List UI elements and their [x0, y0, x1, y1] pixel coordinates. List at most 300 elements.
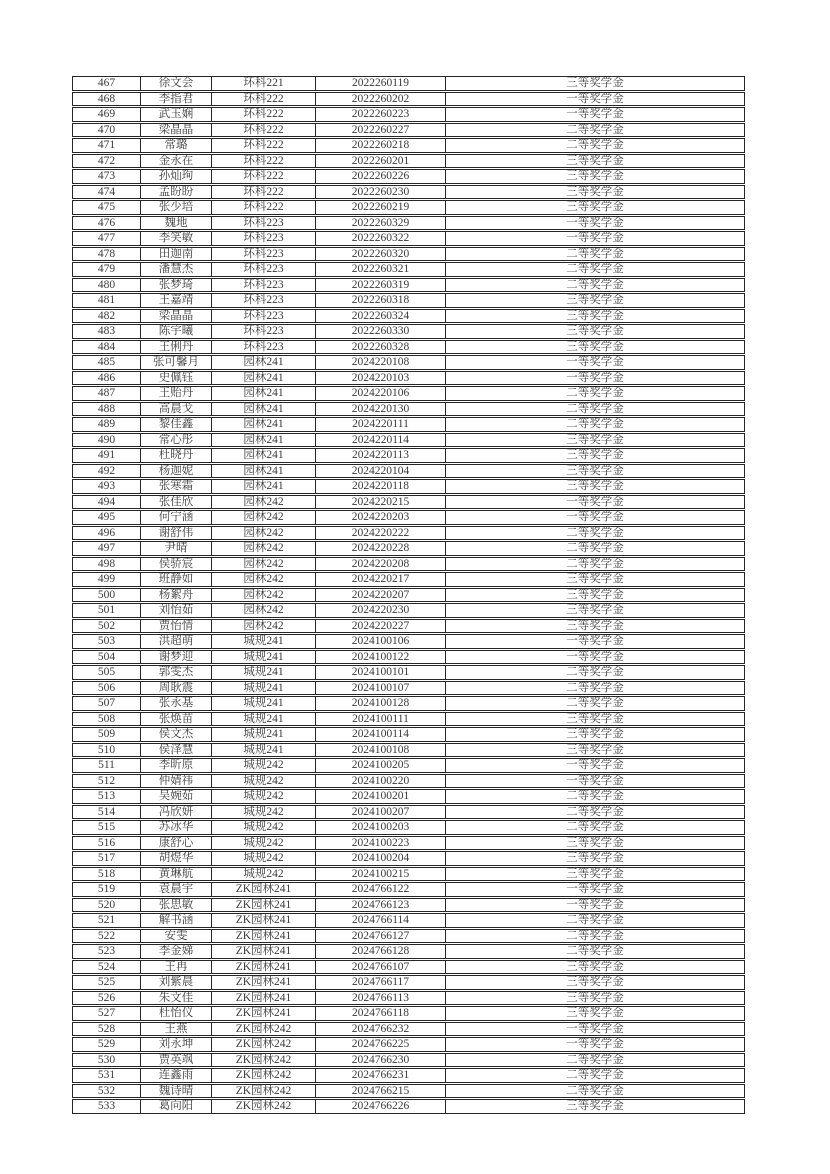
cell-scholarship-level: 一等奖学金: [445, 92, 745, 107]
cell-student-name: 王冉: [140, 960, 211, 975]
table-row: [72, 1084, 745, 1099]
cell-student-name: 武玉娴: [140, 107, 211, 122]
cell-scholarship-level: 三等奖学金: [445, 1006, 745, 1021]
cell-row-number: 477: [72, 231, 140, 246]
cell-row-number: 486: [72, 371, 140, 386]
table-row: [72, 944, 745, 959]
cell-row-number: 468: [72, 92, 140, 107]
table-row: [72, 185, 745, 200]
cell-student-name: 黄琳航: [140, 867, 211, 882]
cell-scholarship-level: 三等奖学金: [445, 588, 745, 603]
table-row: [72, 820, 745, 835]
cell-student-id: 2022260322: [315, 231, 445, 246]
cell-scholarship-level: 二等奖学金: [445, 386, 745, 401]
cell-student-id: 2022260328: [315, 340, 445, 355]
cell-student-id: 2024766113: [315, 991, 445, 1006]
cell-student-id: 2024100204: [315, 851, 445, 866]
cell-class-name: ZK园林241: [211, 882, 315, 897]
cell-student-id: 2024100223: [315, 836, 445, 851]
cell-row-number: 517: [72, 851, 140, 866]
cell-student-name: 王嘉靖: [140, 293, 211, 308]
cell-row-number: 511: [72, 758, 140, 773]
cell-row-number: 531: [72, 1068, 140, 1083]
table-row: [72, 293, 745, 308]
table-row: [72, 309, 745, 324]
cell-scholarship-level: 一等奖学金: [445, 355, 745, 370]
cell-row-number: 475: [72, 200, 140, 215]
table-row: [72, 402, 745, 417]
cell-row-number: 497: [72, 541, 140, 556]
cell-row-number: 521: [72, 913, 140, 928]
cell-scholarship-level: 三等奖学金: [445, 433, 745, 448]
cell-student-name: 侯文杰: [140, 727, 211, 742]
cell-row-number: 491: [72, 448, 140, 463]
cell-row-number: 478: [72, 247, 140, 262]
cell-row-number: 479: [72, 262, 140, 277]
table-row: [72, 960, 745, 975]
cell-class-name: 城规242: [211, 820, 315, 835]
cell-scholarship-level: 二等奖学金: [445, 1053, 745, 1068]
cell-scholarship-level: 一等奖学金: [445, 495, 745, 510]
table-row: [72, 727, 745, 742]
cell-scholarship-level: 二等奖学金: [445, 820, 745, 835]
cell-student-id: 2024220113: [315, 448, 445, 463]
table-row: [72, 681, 745, 696]
cell-student-id: 2022260223: [315, 107, 445, 122]
cell-scholarship-level: 三等奖学金: [445, 169, 745, 184]
cell-student-name: 张永基: [140, 696, 211, 711]
cell-student-name: 张梦琦: [140, 278, 211, 293]
table-row: [72, 774, 745, 789]
cell-student-name: 王俐丹: [140, 340, 211, 355]
cell-student-name: 班静如: [140, 572, 211, 587]
cell-student-name: 谢舒伟: [140, 526, 211, 541]
cell-scholarship-level: 二等奖学金: [445, 681, 745, 696]
cell-student-id: 2022260321: [315, 262, 445, 277]
cell-student-id: 2024100114: [315, 727, 445, 742]
cell-scholarship-level: 三等奖学金: [445, 154, 745, 169]
cell-student-name: 袁晨宇: [140, 882, 211, 897]
cell-student-name: 李指君: [140, 92, 211, 107]
table-row: [72, 526, 745, 541]
cell-row-number: 505: [72, 665, 140, 680]
cell-scholarship-level: 二等奖学金: [445, 541, 745, 556]
table-row: [72, 200, 745, 215]
cell-student-name: 潘慧杰: [140, 262, 211, 277]
cell-student-id: 2024220228: [315, 541, 445, 556]
cell-student-id: 2024220103: [315, 371, 445, 386]
cell-row-number: 525: [72, 975, 140, 990]
cell-class-name: 环科222: [211, 138, 315, 153]
cell-row-number: 470: [72, 123, 140, 138]
cell-class-name: 环科222: [211, 123, 315, 138]
cell-scholarship-level: 一等奖学金: [445, 231, 745, 246]
cell-row-number: 510: [72, 743, 140, 758]
cell-row-number: 483: [72, 324, 140, 339]
cell-student-name: 康舒心: [140, 836, 211, 851]
cell-row-number: 522: [72, 929, 140, 944]
cell-student-id: 2024766107: [315, 960, 445, 975]
cell-scholarship-level: 三等奖学金: [445, 572, 745, 587]
cell-student-id: 2024766232: [315, 1022, 445, 1037]
cell-student-id: 2024766127: [315, 929, 445, 944]
cell-student-name: 贾英飒: [140, 1053, 211, 1068]
cell-student-id: 2022260218: [315, 138, 445, 153]
cell-student-id: 2024100101: [315, 665, 445, 680]
cell-scholarship-level: 二等奖学金: [445, 402, 745, 417]
cell-row-number: 493: [72, 479, 140, 494]
cell-class-name: 园林242: [211, 603, 315, 618]
cell-row-number: 512: [72, 774, 140, 789]
cell-row-number: 489: [72, 417, 140, 432]
cell-row-number: 516: [72, 836, 140, 851]
cell-student-name: 张可馨月: [140, 355, 211, 370]
cell-student-id: 2022260320: [315, 247, 445, 262]
cell-student-id: 2024220217: [315, 572, 445, 587]
cell-class-name: 环科221: [211, 76, 315, 91]
cell-row-number: 526: [72, 991, 140, 1006]
cell-student-name: 谢梦迎: [140, 650, 211, 665]
cell-class-name: 环科223: [211, 324, 315, 339]
cell-student-name: 王贻丹: [140, 386, 211, 401]
cell-row-number: 503: [72, 634, 140, 649]
cell-student-name: 杜怡仪: [140, 1006, 211, 1021]
table-row: [72, 1037, 745, 1052]
cell-class-name: 城规241: [211, 681, 315, 696]
cell-student-name: 徐文会: [140, 76, 211, 91]
cell-class-name: 园林241: [211, 448, 315, 463]
cell-scholarship-level: 一等奖学金: [445, 774, 745, 789]
cell-student-name: 金永在: [140, 154, 211, 169]
cell-student-name: 张焕苗: [140, 712, 211, 727]
cell-student-id: 2022260319: [315, 278, 445, 293]
cell-class-name: ZK园林241: [211, 913, 315, 928]
table-row: [72, 464, 745, 479]
cell-scholarship-level: 三等奖学金: [445, 836, 745, 851]
cell-scholarship-level: 二等奖学金: [445, 929, 745, 944]
cell-student-name: 何宁涵: [140, 510, 211, 525]
cell-scholarship-level: 三等奖学金: [445, 479, 745, 494]
table-row: [72, 913, 745, 928]
table-row: [72, 154, 745, 169]
cell-row-number: 481: [72, 293, 140, 308]
cell-row-number: 502: [72, 619, 140, 634]
cell-class-name: ZK园林242: [211, 1084, 315, 1099]
cell-class-name: 城规241: [211, 665, 315, 680]
cell-scholarship-level: 二等奖学金: [445, 417, 745, 432]
cell-student-name: 郭雯杰: [140, 665, 211, 680]
cell-row-number: 527: [72, 1006, 140, 1021]
cell-student-name: 张佳欣: [140, 495, 211, 510]
table-row: [72, 340, 745, 355]
cell-student-id: 2024220111: [315, 417, 445, 432]
cell-scholarship-level: 三等奖学金: [445, 851, 745, 866]
cell-student-name: 解书涵: [140, 913, 211, 928]
cell-class-name: 环科223: [211, 293, 315, 308]
cell-student-id: 2024766128: [315, 944, 445, 959]
cell-student-name: 刘永坤: [140, 1037, 211, 1052]
table-row: [72, 991, 745, 1006]
cell-student-id: 2024220114: [315, 433, 445, 448]
cell-row-number: 515: [72, 820, 140, 835]
cell-scholarship-level: 一等奖学金: [445, 650, 745, 665]
cell-scholarship-level: 二等奖学金: [445, 665, 745, 680]
cell-student-name: 梁晶晶: [140, 123, 211, 138]
cell-student-id: 2024220230: [315, 603, 445, 618]
cell-student-id: 2022260219: [315, 200, 445, 215]
cell-student-id: 2024100108: [315, 743, 445, 758]
cell-row-number: 488: [72, 402, 140, 417]
cell-scholarship-level: 二等奖学金: [445, 123, 745, 138]
cell-student-name: 杨絮舟: [140, 588, 211, 603]
table-row: [72, 929, 745, 944]
cell-row-number: 484: [72, 340, 140, 355]
cell-student-name: 孟盼盼: [140, 185, 211, 200]
cell-class-name: 园林241: [211, 386, 315, 401]
cell-scholarship-level: 二等奖学金: [445, 944, 745, 959]
cell-class-name: 园林241: [211, 355, 315, 370]
cell-class-name: ZK园林242: [211, 1068, 315, 1083]
cell-row-number: 504: [72, 650, 140, 665]
table-row: [72, 758, 745, 773]
table-row: [72, 247, 745, 262]
cell-class-name: 环科223: [211, 278, 315, 293]
cell-student-id: 2024220130: [315, 402, 445, 417]
table-row: [72, 557, 745, 572]
cell-class-name: ZK园林241: [211, 991, 315, 1006]
cell-class-name: ZK园林241: [211, 929, 315, 944]
cell-student-id: 2024766114: [315, 913, 445, 928]
table-row: [72, 805, 745, 820]
cell-row-number: 496: [72, 526, 140, 541]
cell-student-name: 刘紫晨: [140, 975, 211, 990]
cell-scholarship-level: 一等奖学金: [445, 898, 745, 913]
cell-student-id: 2022260329: [315, 216, 445, 231]
table-row: [72, 433, 745, 448]
cell-row-number: 474: [72, 185, 140, 200]
cell-scholarship-level: 一等奖学金: [445, 1037, 745, 1052]
cell-scholarship-level: 二等奖学金: [445, 1084, 745, 1099]
cell-class-name: 园林241: [211, 371, 315, 386]
cell-student-name: 田迦南: [140, 247, 211, 262]
cell-student-name: 贾怡情: [140, 619, 211, 634]
cell-class-name: 城规242: [211, 789, 315, 804]
cell-scholarship-level: 一等奖学金: [445, 510, 745, 525]
cell-scholarship-level: 三等奖学金: [445, 727, 745, 742]
cell-class-name: 环科222: [211, 169, 315, 184]
cell-student-name: 李昕原: [140, 758, 211, 773]
cell-row-number: 523: [72, 944, 140, 959]
cell-row-number: 520: [72, 898, 140, 913]
cell-scholarship-level: 三等奖学金: [445, 76, 745, 91]
table-row: [72, 743, 745, 758]
table-row: [72, 634, 745, 649]
table-row: [72, 1068, 745, 1083]
cell-student-id: 2024766118: [315, 1006, 445, 1021]
table-row: [72, 278, 745, 293]
cell-student-id: 2024220104: [315, 464, 445, 479]
table-row: [72, 262, 745, 277]
cell-class-name: 环科223: [211, 262, 315, 277]
cell-scholarship-level: 三等奖学金: [445, 324, 745, 339]
cell-scholarship-level: 三等奖学金: [445, 464, 745, 479]
cell-row-number: 476: [72, 216, 140, 231]
table-row: [72, 123, 745, 138]
table-row: [72, 216, 745, 231]
table-row: [72, 324, 745, 339]
cell-student-name: 侯泽慧: [140, 743, 211, 758]
cell-class-name: 园林242: [211, 572, 315, 587]
cell-student-id: 2022260226: [315, 169, 445, 184]
table-row: [72, 712, 745, 727]
cell-class-name: 城规241: [211, 743, 315, 758]
cell-class-name: 环科222: [211, 200, 315, 215]
table-row: [72, 541, 745, 556]
cell-student-id: 2024220215: [315, 495, 445, 510]
table-row: [72, 572, 745, 587]
table-row: [72, 696, 745, 711]
cell-scholarship-level: 三等奖学金: [445, 867, 745, 882]
table-row: [72, 1099, 745, 1114]
cell-student-name: 梁晶晶: [140, 309, 211, 324]
cell-class-name: 城规241: [211, 634, 315, 649]
cell-student-name: 史佩钰: [140, 371, 211, 386]
cell-scholarship-level: 二等奖学金: [445, 789, 745, 804]
cell-scholarship-level: 一等奖学金: [445, 758, 745, 773]
cell-student-id: 2024100107: [315, 681, 445, 696]
cell-row-number: 514: [72, 805, 140, 820]
cell-class-name: 环科222: [211, 185, 315, 200]
cell-class-name: 环科222: [211, 92, 315, 107]
cell-row-number: 495: [72, 510, 140, 525]
cell-class-name: 园林241: [211, 433, 315, 448]
cell-row-number: 500: [72, 588, 140, 603]
table-row: [72, 867, 745, 882]
cell-student-id: 2022260330: [315, 324, 445, 339]
cell-student-id: 2024766230: [315, 1053, 445, 1068]
table-row: [72, 789, 745, 804]
cell-student-id: 2024100122: [315, 650, 445, 665]
cell-class-name: ZK园林242: [211, 1053, 315, 1068]
cell-student-id: 2024100220: [315, 774, 445, 789]
cell-student-id: 2024100201: [315, 789, 445, 804]
table-row: [72, 495, 745, 510]
cell-class-name: 城规241: [211, 712, 315, 727]
cell-scholarship-level: 一等奖学金: [445, 634, 745, 649]
cell-row-number: 532: [72, 1084, 140, 1099]
cell-class-name: 城规242: [211, 867, 315, 882]
table-row: [72, 588, 745, 603]
cell-scholarship-level: 二等奖学金: [445, 247, 745, 262]
cell-scholarship-level: 二等奖学金: [445, 526, 745, 541]
table-row: [72, 386, 745, 401]
cell-class-name: 城规241: [211, 696, 315, 711]
cell-student-id: 2024766215: [315, 1084, 445, 1099]
cell-class-name: ZK园林242: [211, 1037, 315, 1052]
cell-student-name: 王燕: [140, 1022, 211, 1037]
cell-student-name: 张思敏: [140, 898, 211, 913]
cell-row-number: 473: [72, 169, 140, 184]
cell-student-name: 朱文佳: [140, 991, 211, 1006]
table-row: [72, 138, 745, 153]
cell-scholarship-level: 三等奖学金: [445, 448, 745, 463]
cell-student-id: 2022260318: [315, 293, 445, 308]
cell-scholarship-level: 三等奖学金: [445, 603, 745, 618]
table-row: [72, 1022, 745, 1037]
cell-class-name: ZK园林241: [211, 975, 315, 990]
cell-row-number: 518: [72, 867, 140, 882]
cell-class-name: 园林241: [211, 417, 315, 432]
cell-scholarship-level: 二等奖学金: [445, 138, 745, 153]
cell-class-name: 园林241: [211, 464, 315, 479]
cell-student-name: 侯骄宸: [140, 557, 211, 572]
cell-class-name: 园林242: [211, 495, 315, 510]
cell-student-id: 2024220227: [315, 619, 445, 634]
cell-student-id: 2022260227: [315, 123, 445, 138]
table-row: [72, 169, 745, 184]
cell-class-name: 城规242: [211, 758, 315, 773]
cell-student-id: 2024766231: [315, 1068, 445, 1083]
table-row: [72, 665, 745, 680]
cell-scholarship-level: 一等奖学金: [445, 216, 745, 231]
cell-scholarship-level: 一等奖学金: [445, 107, 745, 122]
cell-row-number: 513: [72, 789, 140, 804]
cell-class-name: 环科223: [211, 247, 315, 262]
cell-class-name: 环科222: [211, 154, 315, 169]
cell-class-name: 环科223: [211, 340, 315, 355]
cell-scholarship-level: 一等奖学金: [445, 1022, 745, 1037]
table-row: [72, 619, 745, 634]
cell-class-name: 园林242: [211, 557, 315, 572]
cell-row-number: 530: [72, 1053, 140, 1068]
cell-student-id: 2024100203: [315, 820, 445, 835]
cell-scholarship-level: 三等奖学金: [445, 309, 745, 324]
cell-student-name: 周耿震: [140, 681, 211, 696]
cell-student-name: 张少培: [140, 200, 211, 215]
cell-student-id: 2024100215: [315, 867, 445, 882]
cell-class-name: 城规242: [211, 774, 315, 789]
cell-row-number: 528: [72, 1022, 140, 1037]
cell-student-id: 2022260119: [315, 76, 445, 91]
table-row: [72, 975, 745, 990]
cell-student-id: 2024100106: [315, 634, 445, 649]
cell-row-number: 524: [72, 960, 140, 975]
cell-class-name: 城规241: [211, 650, 315, 665]
cell-row-number: 529: [72, 1037, 140, 1052]
cell-student-name: 葛向阳: [140, 1099, 211, 1114]
cell-scholarship-level: 二等奖学金: [445, 696, 745, 711]
cell-class-name: ZK园林241: [211, 944, 315, 959]
cell-student-name: 魏诗晴: [140, 1084, 211, 1099]
cell-scholarship-level: 三等奖学金: [445, 185, 745, 200]
cell-student-name: 魏地: [140, 216, 211, 231]
cell-student-name: 杜晓丹: [140, 448, 211, 463]
table-row: [72, 448, 745, 463]
cell-student-name: 冯欣妍: [140, 805, 211, 820]
cell-class-name: 园林242: [211, 619, 315, 634]
table-row: [72, 76, 745, 91]
cell-student-name: 安雯: [140, 929, 211, 944]
cell-scholarship-level: 二等奖学金: [445, 1068, 745, 1083]
cell-row-number: 487: [72, 386, 140, 401]
table-row: [72, 479, 745, 494]
cell-class-name: ZK园林241: [211, 960, 315, 975]
cell-scholarship-level: 二等奖学金: [445, 913, 745, 928]
cell-row-number: 508: [72, 712, 140, 727]
cell-class-name: 环科223: [211, 231, 315, 246]
cell-class-name: 园林242: [211, 541, 315, 556]
cell-class-name: ZK园林242: [211, 1022, 315, 1037]
